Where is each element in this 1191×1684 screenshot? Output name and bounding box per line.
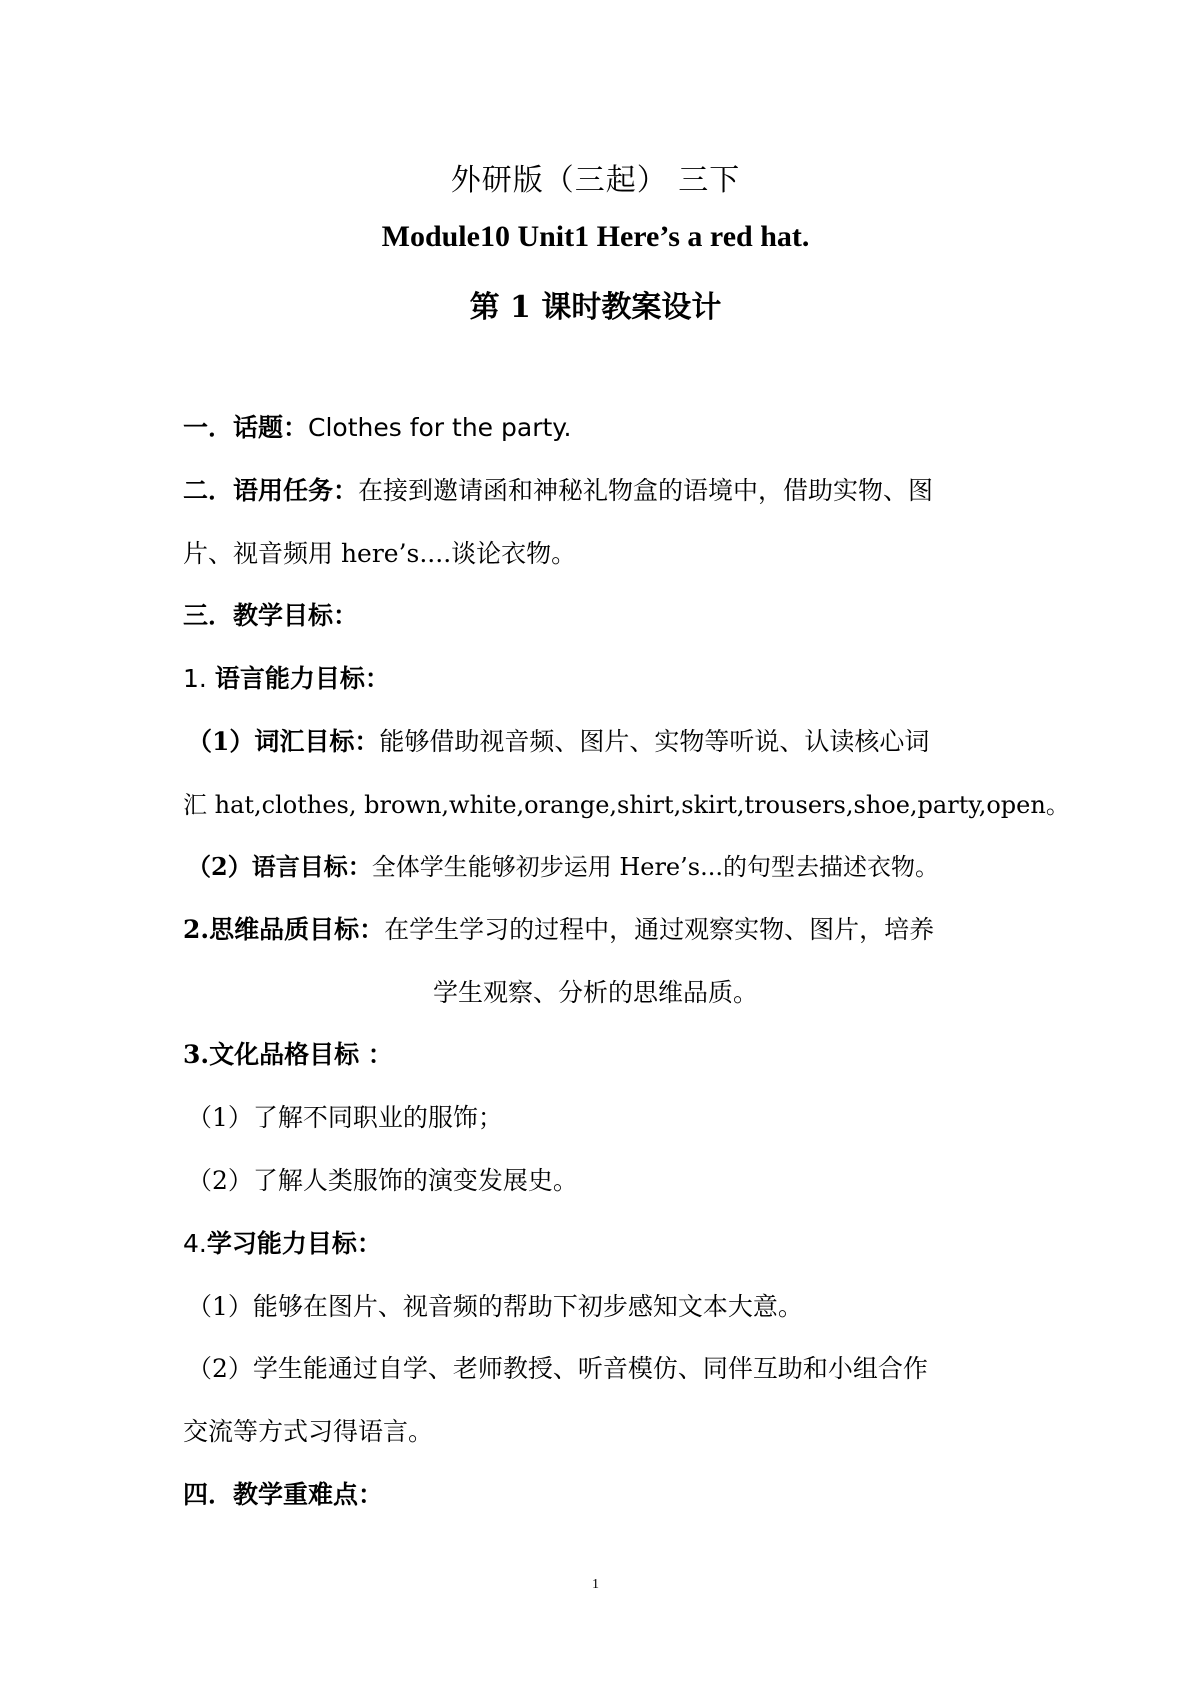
page-number: 1 [592,1577,599,1592]
lang-ability-num: 1. [183,664,215,693]
doc-title-edition: 外研版（三起） 三下 [450,163,741,198]
culture-item-1: （1）了解不同职业的服饰； [187,1103,503,1132]
learning-item-1: （1）能够在图片、视音频的帮助下初步感知文本大意。 [187,1292,803,1321]
topic-label: 一．话题： [183,413,309,442]
culture-heading [183,1037,393,1073]
learning-label: 学习能力目标： [206,1229,382,1258]
lang-goal-label: （2）语言目标： [187,852,372,881]
goals-label: 三．教学目标： [183,601,359,630]
task-label: 二．语用任务： [183,476,359,505]
learning-item-2b: 交流等方式习得语言。 [183,1417,434,1446]
thinking-line-1 [183,912,934,948]
thinking-label: 2.思维品质目标： [183,915,385,944]
goals-heading [183,598,358,634]
vocab-line-1 [187,724,929,760]
key-points-heading [183,1477,383,1513]
task-text-2: 片、视音频用 here’s....谈论衣物。 [183,539,577,568]
culture-item-2: （2）了解人类服饰的演变发展史。 [187,1166,578,1195]
task-line-2 [183,536,576,572]
learning-item-2a: （2）学生能通过自学、老师教授、听音模仿、同伴互助和小组合作 [187,1354,928,1383]
lang-goal-line [187,849,939,885]
vocab-text-1: 能够借助视音频、图片、实物等听说、认读核心词 [379,727,930,756]
key-points-label: 四．教学重难点： [183,1480,384,1509]
vocab-label: （1）词汇目标： [187,727,380,756]
culture-label: 3.文化品格目标 ： [183,1040,393,1069]
learning-num: 4. [183,1229,207,1258]
doc-title-module: Module10 Unit1 Here’s a red hat. [381,220,810,253]
lang-ability-label: 语言能力目标： [214,664,390,693]
thinking-line-2: 学生观察、分析的思维品质。 [432,978,758,1007]
doc-title-lesson: 第 1 课时教案设计 [469,290,722,325]
learning-heading [183,1226,382,1262]
task-line-1 [183,473,933,509]
lang-ability-heading [183,661,390,697]
vocab-line-2 [183,787,1070,823]
lang-goal-text: 全体学生能够初步运用 Here’s...的句型去描述衣物。 [371,853,939,881]
vocab-text-2: 汇 hat,clothes, brown,white,orange,shirt,skirt,trousers,shoe,party,open。 [183,791,1070,819]
thinking-text-1: 在学生学习的过程中，通过观察实物、图片，培养 [384,915,935,944]
topic-text: Clothes for the party. [308,413,572,442]
task-text-1: 在接到邀请函和神秘礼物盒的语境中，借助实物、图 [358,476,934,505]
topic-line [183,410,571,446]
